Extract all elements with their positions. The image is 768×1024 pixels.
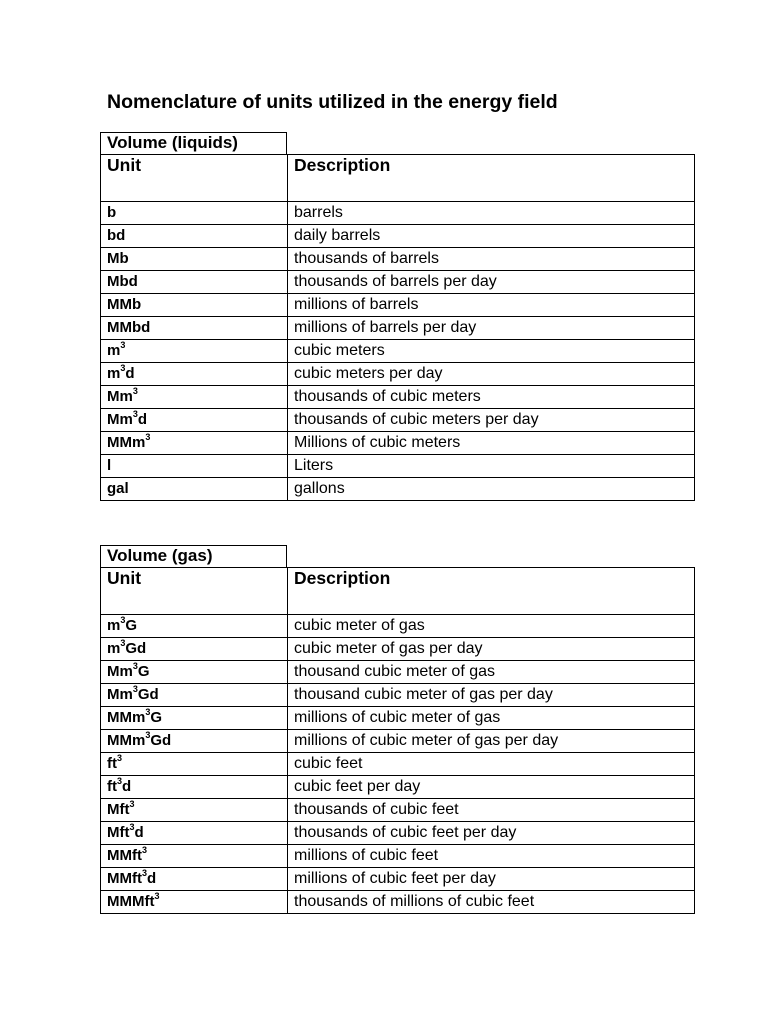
description-cell: cubic meter of gas xyxy=(288,615,695,638)
table-row xyxy=(101,776,695,799)
table-header-row xyxy=(101,155,695,202)
gas-section xyxy=(100,545,695,914)
description-cell: thousands of barrels per day xyxy=(288,271,695,294)
unit-cell: MMb xyxy=(101,294,288,317)
table-row xyxy=(101,225,695,248)
description-cell: millions of cubic feet xyxy=(288,845,695,868)
unit-column-header: Unit xyxy=(101,155,288,202)
table-row xyxy=(101,638,695,661)
table-row xyxy=(101,661,695,684)
description-cell: thousand cubic meter of gas xyxy=(288,661,695,684)
unit-column-header: Unit xyxy=(101,568,288,615)
description-column-header: Description xyxy=(288,568,695,615)
description-cell: millions of cubic feet per day xyxy=(288,868,695,891)
unit-cell: l xyxy=(101,455,288,478)
table-row xyxy=(101,202,695,225)
description-cell: thousands of barrels xyxy=(288,248,695,271)
table-row xyxy=(101,684,695,707)
description-cell: gallons xyxy=(288,478,695,501)
description-column-header: Description xyxy=(288,155,695,202)
unit-cell: bd xyxy=(101,225,288,248)
table-row xyxy=(101,730,695,753)
unit-cell: $m^3$ xyxy=(101,340,288,363)
table-row xyxy=(101,317,695,340)
description-cell: thousands of cubic meters xyxy=(288,386,695,409)
unit-cell: b xyxy=(101,202,288,225)
unit-cell: $ft^3d$ xyxy=(101,776,288,799)
table-row xyxy=(101,799,695,822)
gas-table xyxy=(100,567,695,914)
description-cell: millions of barrels xyxy=(288,294,695,317)
table-header-row xyxy=(101,568,695,615)
unit-cell: MMft$^3$ xyxy=(101,845,288,868)
description-cell: thousands of cubic feet per day xyxy=(288,822,695,845)
description-cell: cubic meters xyxy=(288,340,695,363)
unit-cell: $m^3G$ xyxy=(101,615,288,638)
table-row xyxy=(101,707,695,730)
unit-cell: gal xyxy=(101,478,288,501)
unit-cell: MMMft$^3$ xyxy=(101,891,288,914)
table-row xyxy=(101,340,695,363)
unit-cell: $ft^3$ xyxy=(101,753,288,776)
table-row xyxy=(101,409,695,432)
unit-cell: $m^3Gd$ xyxy=(101,638,288,661)
table-row xyxy=(101,271,695,294)
unit-cell: Mm$^3$G xyxy=(101,661,288,684)
table-row xyxy=(101,294,695,317)
table-row xyxy=(101,432,695,455)
description-cell: barrels xyxy=(288,202,695,225)
table-row xyxy=(101,386,695,409)
unit-cell: $m^3d$ xyxy=(101,363,288,386)
description-cell: cubic feet xyxy=(288,753,695,776)
liquids-table xyxy=(100,154,695,501)
description-cell: thousands of cubic meters per day xyxy=(288,409,695,432)
description-cell: millions of cubic meter of gas per day xyxy=(288,730,695,753)
liquids-section xyxy=(100,132,695,501)
unit-cell: MMm$^3$Gd xyxy=(101,730,288,753)
table-row xyxy=(101,753,695,776)
unit-cell: Mft$^3$ xyxy=(101,799,288,822)
table-row xyxy=(101,615,695,638)
page-title: Nomenclature of units utilized in the energy field xyxy=(107,91,558,113)
description-cell: Liters xyxy=(288,455,695,478)
description-cell: thousands of cubic feet xyxy=(288,799,695,822)
unit-cell: MMbd xyxy=(101,317,288,340)
unit-cell: Mm$^3$d xyxy=(101,409,288,432)
description-cell: millions of cubic meter of gas xyxy=(288,707,695,730)
unit-cell: Mbd xyxy=(101,271,288,294)
unit-cell: MMm$^3$G xyxy=(101,707,288,730)
table-row xyxy=(101,363,695,386)
unit-cell: Mm$^3$Gd xyxy=(101,684,288,707)
description-cell: cubic feet per day xyxy=(288,776,695,799)
description-cell: Millions of cubic meters xyxy=(288,432,695,455)
unit-cell: Mb xyxy=(101,248,288,271)
description-cell: cubic meter of gas per day xyxy=(288,638,695,661)
unit-cell: MMm$^3$ xyxy=(101,432,288,455)
gas-caption: Volume (gas) xyxy=(100,545,287,567)
unit-cell: Mft$^3$d xyxy=(101,822,288,845)
description-cell: thousands of millions of cubic feet xyxy=(288,891,695,914)
description-cell: cubic meters per day xyxy=(288,363,695,386)
unit-cell: MMft$^3$d xyxy=(101,868,288,891)
table-row xyxy=(101,868,695,891)
description-cell: millions of barrels per day xyxy=(288,317,695,340)
table-row xyxy=(101,845,695,868)
description-cell: daily barrels xyxy=(288,225,695,248)
liquids-caption: Volume (liquids) xyxy=(100,132,287,154)
table-row xyxy=(101,891,695,914)
description-cell: thousand cubic meter of gas per day xyxy=(288,684,695,707)
table-row xyxy=(101,478,695,501)
unit-cell: Mm$^3$ xyxy=(101,386,288,409)
table-row xyxy=(101,455,695,478)
table-row xyxy=(101,248,695,271)
table-row xyxy=(101,822,695,845)
